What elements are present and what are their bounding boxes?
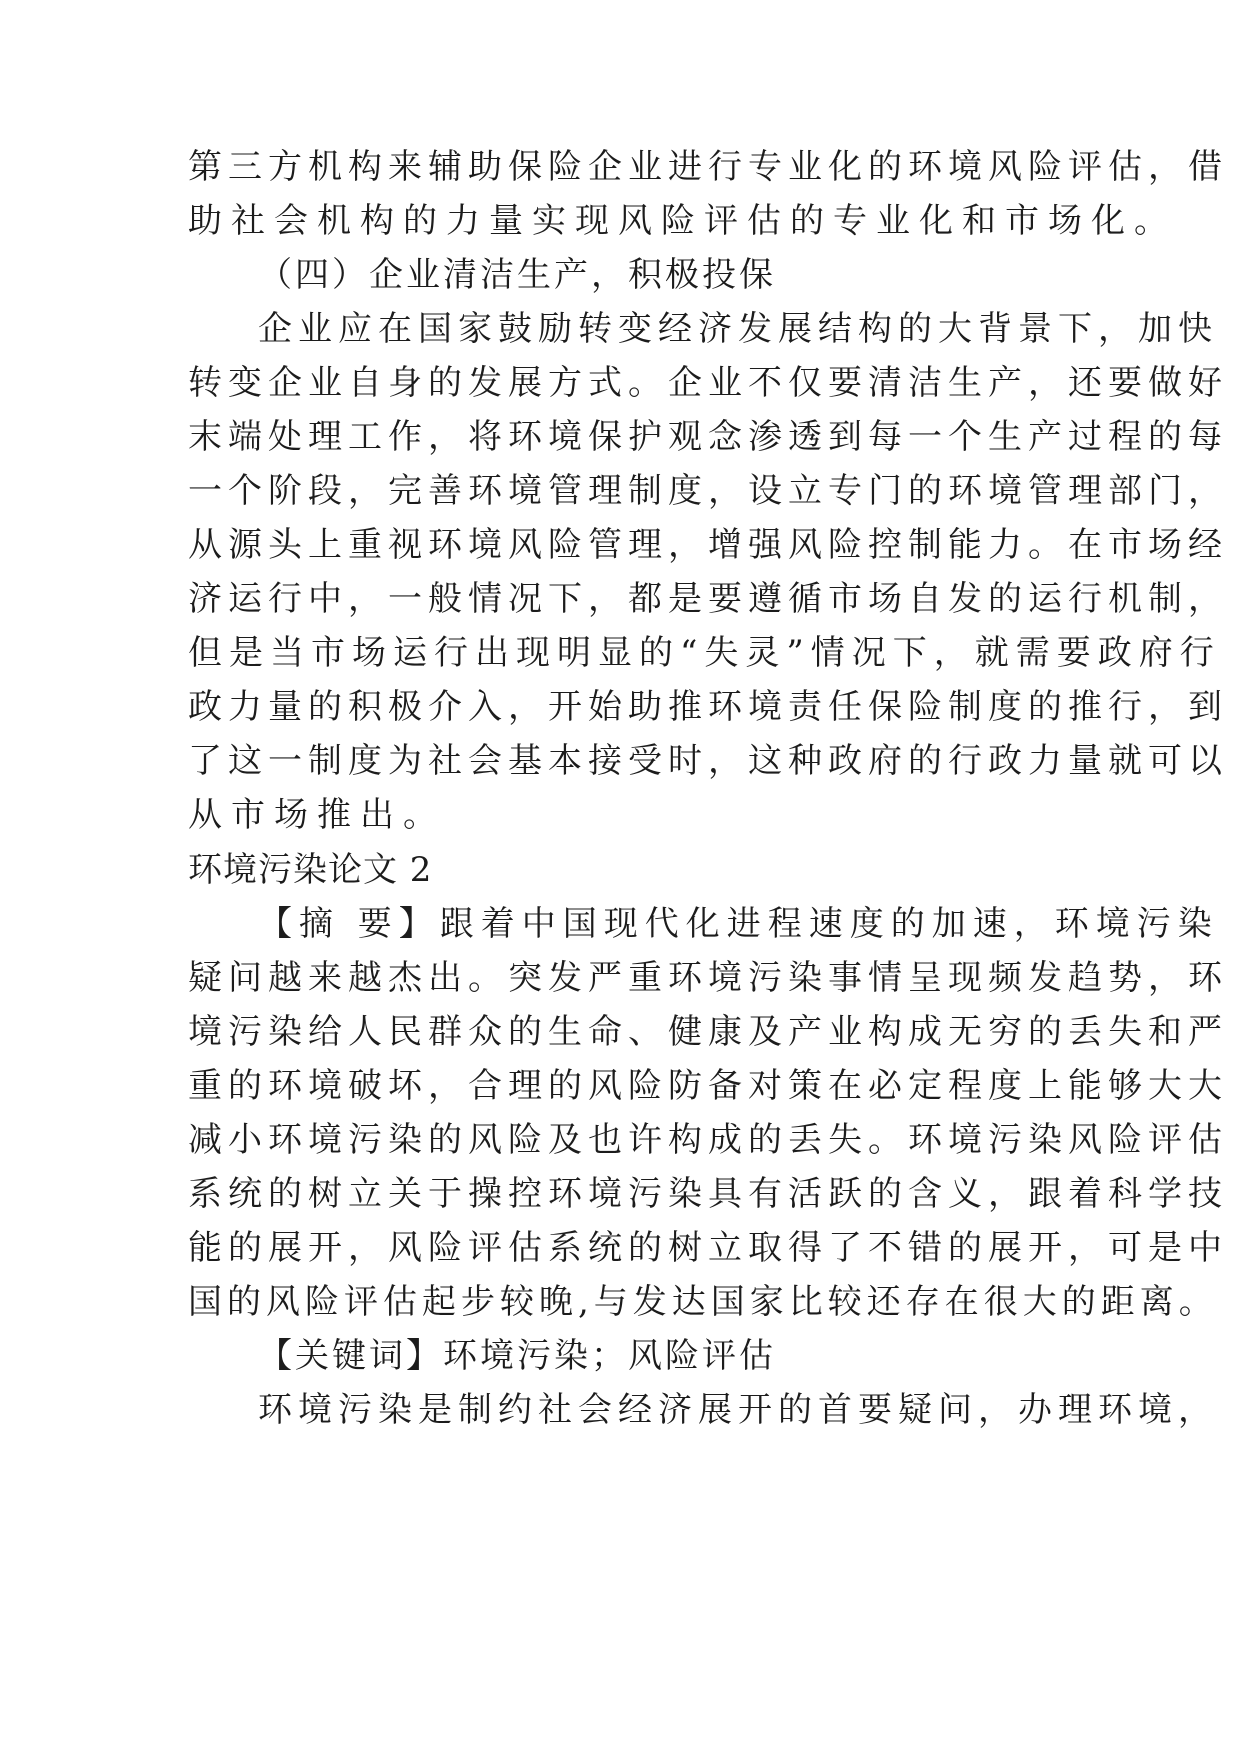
section-subheading: （四）企业清洁生产，积极投保 (258, 255, 776, 295)
abstract-line: 疑问越来越杰出。突发严重环境污染事情呈现频发趋势，环 (188, 958, 1228, 998)
abstract-line: 重的环境破坏，合理的风险防备对策在必定程度上能够大大 (188, 1066, 1228, 1106)
abstract-line: 境污染给人民群众的生命、健康及产业构成无穷的丢失和严 (188, 1012, 1228, 1052)
paragraph-line: 政力量的积极介入，开始助推环境责任保险制度的推行，到 (188, 687, 1228, 727)
paragraph-line: 助社会机构的力量实现风险评估的专业化和市场化。 (188, 201, 1177, 241)
abstract-line: 【摘 要】跟着中国现代化进程速度的加速，环境污染 (258, 904, 1219, 944)
paragraph-line: 了这一制度为社会基本接受时，这种政府的行政力量就可以 (188, 741, 1228, 781)
paragraph-line: 但是当市场运行出现明显的“失灵”情况下，就需要政府行 (188, 633, 1221, 673)
paragraph-line: 末端处理工作，将环境保护观念渗透到每一个生产过程的每 (188, 417, 1228, 457)
abstract-line: 系统的树立关于操控环境污染具有活跃的含义，跟着科学技 (188, 1174, 1228, 1214)
abstract-line: 减小环境污染的风险及也许构成的丢失。环境污染风险评估 (188, 1120, 1228, 1160)
paragraph-line: 第三方机构来辅助保险企业进行专业化的环境风险评估，借 (188, 147, 1228, 187)
paragraph-line: 济运行中，一般情况下，都是要遵循市场自发的运行机制， (188, 579, 1228, 619)
keywords-line: 【关键词】环境污染；风险评估 (258, 1336, 776, 1376)
paragraph-line: 转变企业自身的发展方式。企业不仅要清洁生产，还要做好 (188, 363, 1228, 403)
abstract-line: 能的展开，风险评估系统的树立取得了不错的展开，可是中 (188, 1228, 1228, 1268)
paragraph-line: 一个阶段，完善环境管理制度，设立专门的环境管理部门， (188, 471, 1228, 511)
paragraph-line: 企业应在国家鼓励转变经济发展结构的大背景下，加快 (258, 309, 1218, 349)
paragraph-line: 从市场推出。 (188, 795, 446, 835)
paragraph-line: 环境污染是制约社会经济展开的首要疑问，办理环境， (258, 1390, 1218, 1430)
article-title: 环境污染论文 2 (188, 850, 433, 890)
abstract-line: 国的风险评估起步较晚,与发达国家比较还存在很大的距离。 (188, 1282, 1218, 1322)
paragraph-line: 从源头上重视环境风险管理，增强风险控制能力。在市场经 (188, 525, 1228, 565)
